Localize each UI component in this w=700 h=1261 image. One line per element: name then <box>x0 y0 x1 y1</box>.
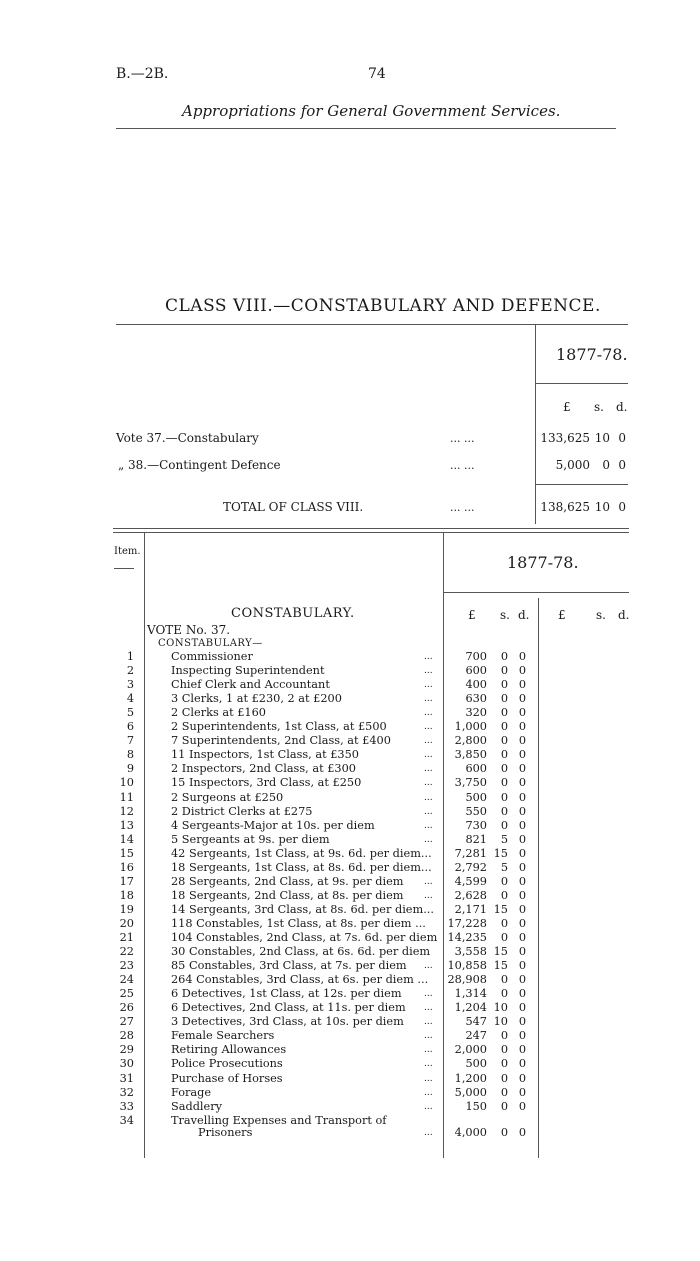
amount-pence: 0 <box>518 804 526 818</box>
summary-top-rule <box>116 324 628 325</box>
amount-shillings: 5 <box>500 832 508 846</box>
item-number: 34 <box>119 1113 134 1127</box>
total-shillings: 10 <box>594 500 610 514</box>
amount-pence: 0 <box>518 818 526 832</box>
table-row <box>0 1001 700 1015</box>
amount-pounds: 600 <box>465 664 487 678</box>
item-number: 11 <box>119 790 134 804</box>
amount-shillings: 0 <box>500 678 508 692</box>
table-row <box>0 987 700 1001</box>
summary-row-pence: 0 <box>618 458 626 472</box>
amount-shillings: 15 <box>493 959 508 973</box>
amount-pence: 0 <box>518 1125 526 1139</box>
amount-pence: 0 <box>518 860 526 874</box>
summary-year: 1877-78. <box>556 345 628 364</box>
item-description: 42 Sergeants, 1st Class, at 9s. 6d. per diem... <box>171 846 432 860</box>
detail-year-rule <box>443 592 629 593</box>
amount-pounds: 17,228 <box>447 916 487 930</box>
detail-unit-pounds: £ <box>468 608 476 622</box>
table-row <box>0 1015 700 1029</box>
table-row <box>0 959 700 973</box>
total-pounds: 138,625 <box>540 500 590 514</box>
amount-shillings: 0 <box>500 888 508 902</box>
amount-shillings: 0 <box>500 734 508 748</box>
item-description: 2 Clerks at £160 <box>171 706 266 720</box>
item-header-rule <box>114 568 134 569</box>
amount-pounds: 821 <box>465 832 487 846</box>
item-number: 32 <box>119 1085 134 1099</box>
table-row <box>0 819 700 833</box>
item-description: 2 Surgeons at £250 <box>171 790 284 804</box>
item-description: Travelling Expenses and Transport of <box>171 1113 387 1127</box>
leader-dots: ... <box>424 806 433 817</box>
item-description: 30 Constables, 2nd Class, at 6s. 6d. per diem <box>171 945 431 959</box>
table-row <box>0 875 700 889</box>
table-row <box>0 1100 700 1114</box>
item-number: 19 <box>119 902 134 916</box>
amount-pounds: 3,558 <box>454 945 487 959</box>
leader-dots: ... <box>424 1045 433 1056</box>
item-number: 15 <box>119 846 134 860</box>
amount-shillings: 0 <box>500 1085 508 1099</box>
item-description: 104 Constables, 2nd Class, at 7s. 6d. per diem <box>171 931 438 944</box>
table-row <box>0 931 700 945</box>
amount-shillings: 0 <box>500 818 508 832</box>
item-description: 15 Inspectors, 3rd Class, at £250 <box>171 776 362 790</box>
amount-pounds: 4,599 <box>454 874 487 888</box>
amount-pounds: 500 <box>465 790 487 804</box>
amount-shillings: 10 <box>493 1015 508 1029</box>
summary-unit-pence: d. <box>616 400 628 414</box>
amount-pence: 0 <box>518 1057 526 1071</box>
constabulary-label: CONSTABULARY— <box>158 638 263 649</box>
amount-pounds: 2,000 <box>454 1043 487 1057</box>
detail-year: 1877-78. <box>507 553 579 572</box>
table-row <box>0 776 700 790</box>
amount-shillings: 15 <box>493 902 508 916</box>
amount-pounds: 630 <box>465 692 487 706</box>
table-row <box>0 889 700 903</box>
detail-unit-shillings: s. <box>500 608 510 622</box>
item-number: 21 <box>119 931 134 944</box>
item-number: 13 <box>119 818 134 832</box>
item-number: 25 <box>119 987 134 1001</box>
item-description: 3 Detectives, 3rd Class, at 10s. per diem <box>171 1015 404 1029</box>
page-number: 74 <box>368 66 386 82</box>
item-number: 27 <box>119 1015 134 1029</box>
summary-row-label: „ 38.—Contingent Defence <box>118 458 281 472</box>
amount-pounds: 400 <box>465 678 487 692</box>
item-description: 2 Inspectors, 2nd Class, at £300 <box>171 762 356 776</box>
item-description: Retiring Allowances <box>171 1043 287 1057</box>
amount-pounds: 1,204 <box>454 1001 487 1015</box>
amount-shillings: 0 <box>500 1071 508 1085</box>
item-number: 2 <box>126 664 134 678</box>
item-description: Inspecting Superintendent <box>171 664 325 678</box>
amount-shillings: 0 <box>500 776 508 790</box>
item-description: 4 Sergeants-Major at 10s. per diem <box>171 818 375 832</box>
amount-pence: 0 <box>518 902 526 916</box>
summary-row-pounds: 5,000 <box>555 458 590 472</box>
table-row <box>0 692 700 706</box>
item-column-header: Item. <box>114 546 141 557</box>
item-description: Female Searchers <box>171 1029 275 1043</box>
total-rule <box>535 484 628 485</box>
leader-dots: ... <box>424 1003 433 1014</box>
amount-shillings: 0 <box>500 650 508 663</box>
summary-row-shillings: 0 <box>602 458 610 472</box>
amount-pence: 0 <box>518 973 526 987</box>
amount-pence: 0 <box>518 888 526 902</box>
item-description: Commissioner <box>171 650 253 663</box>
leader-dots: ... <box>424 708 433 719</box>
amount-shillings: 0 <box>500 762 508 776</box>
item-description: Chief Clerk and Accountant <box>171 678 330 692</box>
item-description: 118 Constables, 1st Class, at 8s. per diem ... <box>171 916 426 930</box>
item-number: 26 <box>119 1001 134 1015</box>
leader-dots: ... <box>424 778 433 789</box>
table-row <box>0 678 700 692</box>
amount-pounds: 28,908 <box>447 973 487 987</box>
amount-pence: 0 <box>518 664 526 678</box>
item-number: 23 <box>119 959 134 973</box>
table-row <box>0 917 700 931</box>
amount-pounds: 4,000 <box>454 1125 487 1139</box>
item-description: 2 Superintendents, 1st Class, at £500 <box>171 720 387 734</box>
table-row <box>0 1043 700 1057</box>
table-row <box>0 861 700 875</box>
amount-pounds: 3,750 <box>454 776 487 790</box>
item-number: 6 <box>126 720 134 734</box>
item-description-continued: Prisoners <box>198 1125 253 1139</box>
summary-column-divider <box>535 324 536 524</box>
amount-pence: 0 <box>518 987 526 1001</box>
amount-pounds: 600 <box>465 762 487 776</box>
item-number: 33 <box>119 1099 134 1113</box>
leader-dots: ... <box>424 876 433 887</box>
total-dots: ... ... <box>450 501 475 514</box>
amount-shillings: 15 <box>493 846 508 860</box>
table-row <box>0 1113 700 1139</box>
table-row <box>0 791 700 805</box>
total-label: TOTAL OF CLASS VIII. <box>223 500 364 514</box>
leader-dots: ... <box>424 694 433 705</box>
item-number: 7 <box>126 734 134 748</box>
summary-row-dots: ... ... <box>450 432 475 445</box>
amount-pounds: 2,171 <box>454 902 487 916</box>
amount-shillings: 0 <box>500 916 508 930</box>
table-row <box>0 706 700 720</box>
summary-row-dots: ... ... <box>450 459 475 472</box>
item-description: Forage <box>171 1085 212 1099</box>
amount-pence: 0 <box>518 832 526 846</box>
amount-shillings: 0 <box>500 706 508 720</box>
summary-row-pence: 0 <box>618 431 626 445</box>
detail-top-rule-2 <box>113 532 629 533</box>
leader-dots: ... <box>424 666 433 677</box>
table-row <box>0 734 700 748</box>
amount-shillings: 0 <box>500 931 508 944</box>
amount-pounds: 2,792 <box>454 860 487 874</box>
amount-pounds: 1,314 <box>454 987 487 1001</box>
summary-row-shillings: 10 <box>594 431 610 445</box>
amount-shillings: 0 <box>500 1057 508 1071</box>
leader-dots: ... <box>424 1017 433 1028</box>
amount-pence: 0 <box>518 945 526 959</box>
amount-pounds: 10,858 <box>447 959 487 973</box>
item-description: 2 District Clerks at £275 <box>171 804 313 818</box>
amount-shillings: 0 <box>500 1125 508 1139</box>
item-number: 18 <box>119 888 134 902</box>
amount-pence: 0 <box>518 846 526 860</box>
leader-dots: ... <box>424 1059 433 1070</box>
summary-unit-pounds: £ <box>563 400 571 414</box>
amount-pounds: 730 <box>465 818 487 832</box>
item-number: 17 <box>119 874 134 888</box>
amount-pence: 0 <box>518 959 526 973</box>
summary-unit-shillings: s. <box>594 400 604 414</box>
item-description: 6 Detectives, 2nd Class, at 11s. per diem <box>171 1001 406 1015</box>
amount-pence: 0 <box>518 748 526 762</box>
leader-dots: ... <box>424 820 433 831</box>
amount-pence: 0 <box>518 692 526 706</box>
amount-pence: 0 <box>518 678 526 692</box>
amount-pence: 0 <box>518 1015 526 1029</box>
item-number: 31 <box>119 1071 134 1085</box>
amount-pence: 0 <box>518 790 526 804</box>
amount-shillings: 0 <box>500 692 508 706</box>
table-row <box>0 664 700 678</box>
amount-shillings: 0 <box>500 748 508 762</box>
item-number: 12 <box>119 804 134 818</box>
amount-pounds: 1,000 <box>454 720 487 734</box>
amount-pence: 0 <box>518 650 526 663</box>
table-row <box>0 748 700 762</box>
leader-dots: ... <box>424 792 433 803</box>
amount-shillings: 5 <box>500 860 508 874</box>
class-title: CLASS VIII.—CONSTABULARY AND DEFENCE. <box>165 296 601 316</box>
leader-dots: ... <box>424 1101 433 1112</box>
amount-pounds: 1,200 <box>454 1071 487 1085</box>
item-description: 3 Clerks, 1 at £230, 2 at £200 <box>171 692 342 706</box>
amount-pence: 0 <box>518 720 526 734</box>
item-number: 30 <box>119 1057 134 1071</box>
leader-dots: ... <box>424 736 433 747</box>
item-description: 85 Constables, 3rd Class, at 7s. per diem <box>171 959 407 973</box>
table-row <box>0 1029 700 1043</box>
amount-pence: 0 <box>518 1071 526 1085</box>
table-row <box>0 1072 700 1086</box>
amount-pence: 0 <box>518 1085 526 1099</box>
amount-pence: 0 <box>518 874 526 888</box>
table-row <box>0 805 700 819</box>
amount-pounds: 2,800 <box>454 734 487 748</box>
amount-shillings: 0 <box>500 804 508 818</box>
table-row <box>0 1057 700 1071</box>
item-number: 20 <box>119 916 134 930</box>
amount-shillings: 0 <box>500 664 508 678</box>
page-heading: Appropriations for General Government Services. <box>182 102 561 120</box>
table-row <box>0 762 700 776</box>
item-number: 24 <box>119 973 134 987</box>
table-row <box>0 720 700 734</box>
leader-dots: ... <box>424 750 433 761</box>
summary-row-label: Vote 37.—Constabulary <box>116 431 259 445</box>
total-unit-pounds: £ <box>558 608 566 622</box>
item-description: 5 Sergeants at 9s. per diem <box>171 832 330 846</box>
amount-pounds: 5,000 <box>454 1085 487 1099</box>
item-description: 7 Superintendents, 2nd Class, at £400 <box>171 734 391 748</box>
table-row <box>0 973 700 987</box>
amount-pounds: 7,281 <box>454 846 487 860</box>
amount-shillings: 15 <box>493 945 508 959</box>
amount-pence: 0 <box>518 1029 526 1043</box>
leader-dots: ... <box>424 834 433 845</box>
item-description: 18 Sergeants, 1st Class, at 8s. 6d. per diem... <box>171 860 432 874</box>
item-description: Police Prosecutions <box>171 1057 283 1071</box>
amount-pounds: 700 <box>465 650 487 663</box>
leader-dots: ... <box>424 1087 433 1098</box>
item-number: 3 <box>126 678 134 692</box>
table-row <box>0 1086 700 1100</box>
amount-pence: 0 <box>518 1043 526 1057</box>
item-number: 8 <box>126 748 134 762</box>
item-description: 11 Inspectors, 1st Class, at £350 <box>171 748 359 762</box>
amount-pence: 0 <box>518 1001 526 1015</box>
item-number: 4 <box>126 692 134 706</box>
item-number: 5 <box>126 706 134 720</box>
item-description: 264 Constables, 3rd Class, at 6s. per diem ... <box>171 973 429 987</box>
leader-dots: ... <box>424 652 433 662</box>
summary-year-rule <box>535 383 628 384</box>
amount-pounds: 320 <box>465 706 487 720</box>
amount-pence: 0 <box>518 762 526 776</box>
leader-dots: ... <box>424 764 433 775</box>
page-reference: B.—2B. <box>116 66 169 82</box>
item-description: Saddlery <box>171 1099 223 1113</box>
leader-dots: ... <box>424 1127 433 1138</box>
table-row <box>0 833 700 847</box>
summary-row-pounds: 133,625 <box>540 431 590 445</box>
amount-shillings: 0 <box>500 874 508 888</box>
detail-top-rule <box>113 528 629 529</box>
leader-dots: ... <box>424 989 433 1000</box>
leader-dots: ... <box>424 680 433 691</box>
amount-shillings: 0 <box>500 790 508 804</box>
detail-unit-pence: d. <box>518 608 530 622</box>
amount-pounds: 500 <box>465 1057 487 1071</box>
item-number: 16 <box>119 860 134 874</box>
item-number: 28 <box>119 1029 134 1043</box>
vote-number: VOTE No. 37. <box>147 623 231 637</box>
amount-pence: 0 <box>518 1099 526 1113</box>
item-number: 9 <box>126 762 134 776</box>
amount-pounds: 247 <box>465 1029 487 1043</box>
item-number: 22 <box>119 945 134 959</box>
table-row <box>0 903 700 917</box>
item-description: 28 Sergeants, 2nd Class, at 9s. per diem <box>171 874 404 888</box>
item-description: 6 Detectives, 1st Class, at 12s. per diem <box>171 987 402 1001</box>
amount-shillings: 0 <box>500 987 508 1001</box>
item-description: 18 Sergeants, 2nd Class, at 8s. per diem <box>171 888 404 902</box>
leader-dots: ... <box>424 1073 433 1084</box>
amount-shillings: 0 <box>500 720 508 734</box>
total-unit-pence: d. <box>618 608 630 622</box>
amount-pence: 0 <box>518 931 526 944</box>
table-row <box>0 650 700 664</box>
amount-pence: 0 <box>518 706 526 720</box>
item-number: 1 <box>126 650 134 663</box>
item-description: Purchase of Horses <box>171 1071 283 1085</box>
leader-dots: ... <box>424 722 433 733</box>
item-number: 14 <box>119 832 134 846</box>
item-number: 29 <box>119 1043 134 1057</box>
leader-dots: ... <box>424 1031 433 1042</box>
total-pence: 0 <box>618 500 626 514</box>
amount-pounds: 2,628 <box>454 888 487 902</box>
amount-pounds: 150 <box>465 1099 487 1113</box>
leader-dots: ... <box>424 961 433 972</box>
amount-shillings: 10 <box>493 1001 508 1015</box>
amount-shillings: 0 <box>500 1029 508 1043</box>
amount-pounds: 547 <box>465 1015 487 1029</box>
amount-shillings: 0 <box>500 1043 508 1057</box>
table-row <box>0 945 700 959</box>
amount-pence: 0 <box>518 734 526 748</box>
total-unit-shillings: s. <box>596 608 606 622</box>
amount-shillings: 0 <box>500 973 508 987</box>
table-row <box>0 847 700 861</box>
amount-pounds: 3,850 <box>454 748 487 762</box>
amount-pounds: 14,235 <box>447 931 487 944</box>
item-description: 14 Sergeants, 3rd Class, at 8s. 6d. per diem... <box>171 902 434 916</box>
amount-pence: 0 <box>518 776 526 790</box>
amount-pence: 0 <box>518 916 526 930</box>
heading-rule <box>116 128 616 129</box>
section-title: CONSTABULARY. <box>231 606 355 621</box>
item-number: 10 <box>119 776 134 790</box>
amount-pounds: 550 <box>465 804 487 818</box>
amount-shillings: 0 <box>500 1099 508 1113</box>
leader-dots: ... <box>424 890 433 901</box>
